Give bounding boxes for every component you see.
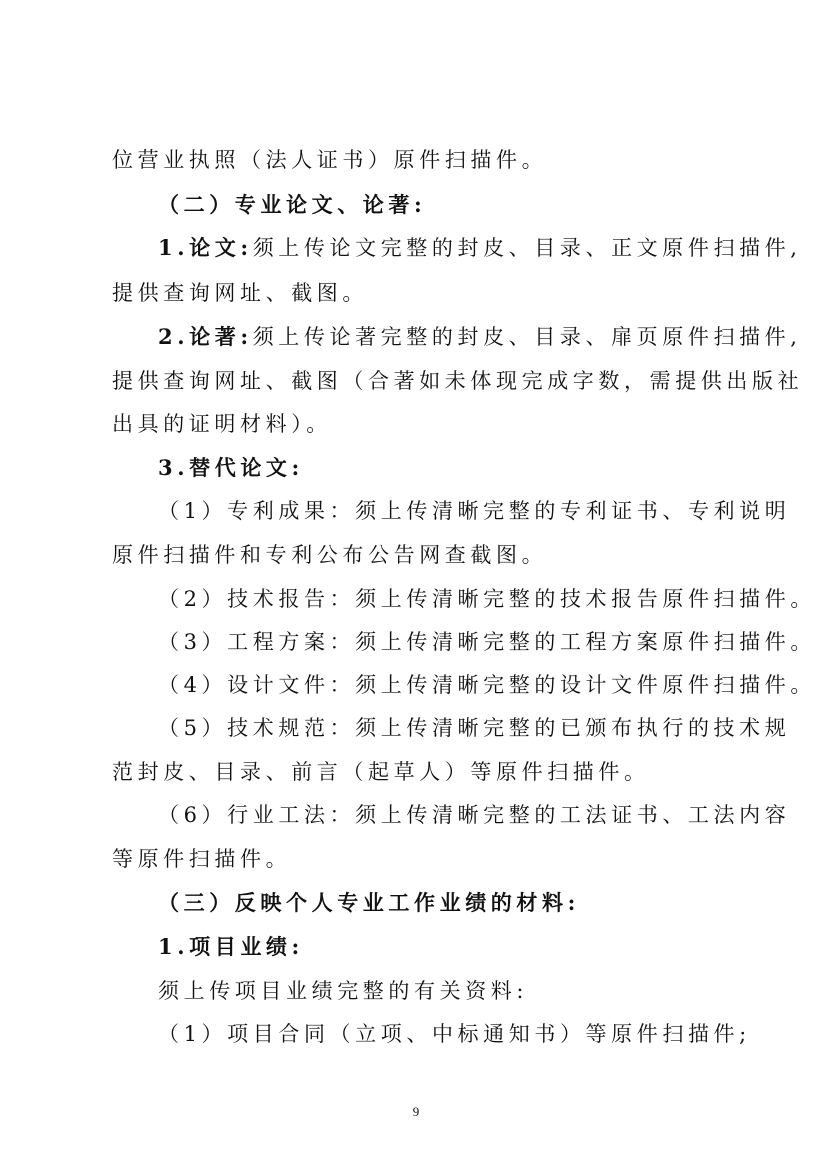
text-line: （1）专利成果：须上传清晰完整的专利证书、专利说明 [158,499,791,523]
text-line: （3）工程方案：须上传清晰完整的工程方案原件扫描件。 [158,630,816,654]
text-line: （2）技术报告：须上传清晰完整的技术报告原件扫描件。 [158,587,816,611]
page-number: 9 [412,1104,420,1119]
text-line: （1）项目合同（立项、中标通知书）等原件扫描件; [158,1022,751,1046]
item-label: 1.论文: [158,235,253,260]
text-line [158,322,802,352]
section-heading: （二）专业论文、论著: [158,192,427,217]
text-line: 位营业执照（法人证书）原件扫描件。 [112,148,548,172]
text-line: 出具的证明材料）。 [112,412,332,436]
text-line: 提供查询网址、截图。 [112,281,368,305]
text-line: 范封皮、目录、前言（起草人）等原件扫描件。 [112,760,650,784]
text-line: 须上传项目业绩完整的有关资料: [158,979,529,1003]
text-line: 提供查询网址、截图（合著如未体现完成字数，需提供出版社 [112,369,804,393]
text-line: （4）设计文件：须上传清晰完整的设计文件原件扫描件。 [158,673,816,697]
subsection-heading: 1.项目业绩: [158,934,304,959]
text-line: 原件扫描件和专利公布公告网查截图。 [112,543,548,567]
text-line: （5）技术规范：须上传清晰完整的已颁布执行的技术规 [158,716,791,740]
text-line [158,233,802,263]
section-heading: （三）反映个人专业工作业绩的材料: [158,890,580,915]
item-label: 2.论著: [158,324,253,349]
subsection-heading: 3.替代论文: [158,455,304,480]
item-text: 须上传论著完整的封皮、目录、扉页原件扫描件, [252,325,802,349]
text-line: （6）行业工法：须上传清晰完整的工法证书、工法内容 [158,803,791,827]
text-line: 等原件扫描件。 [112,847,292,871]
item-text: 须上传论文完整的封皮、目录、正文原件扫描件, [252,236,802,260]
